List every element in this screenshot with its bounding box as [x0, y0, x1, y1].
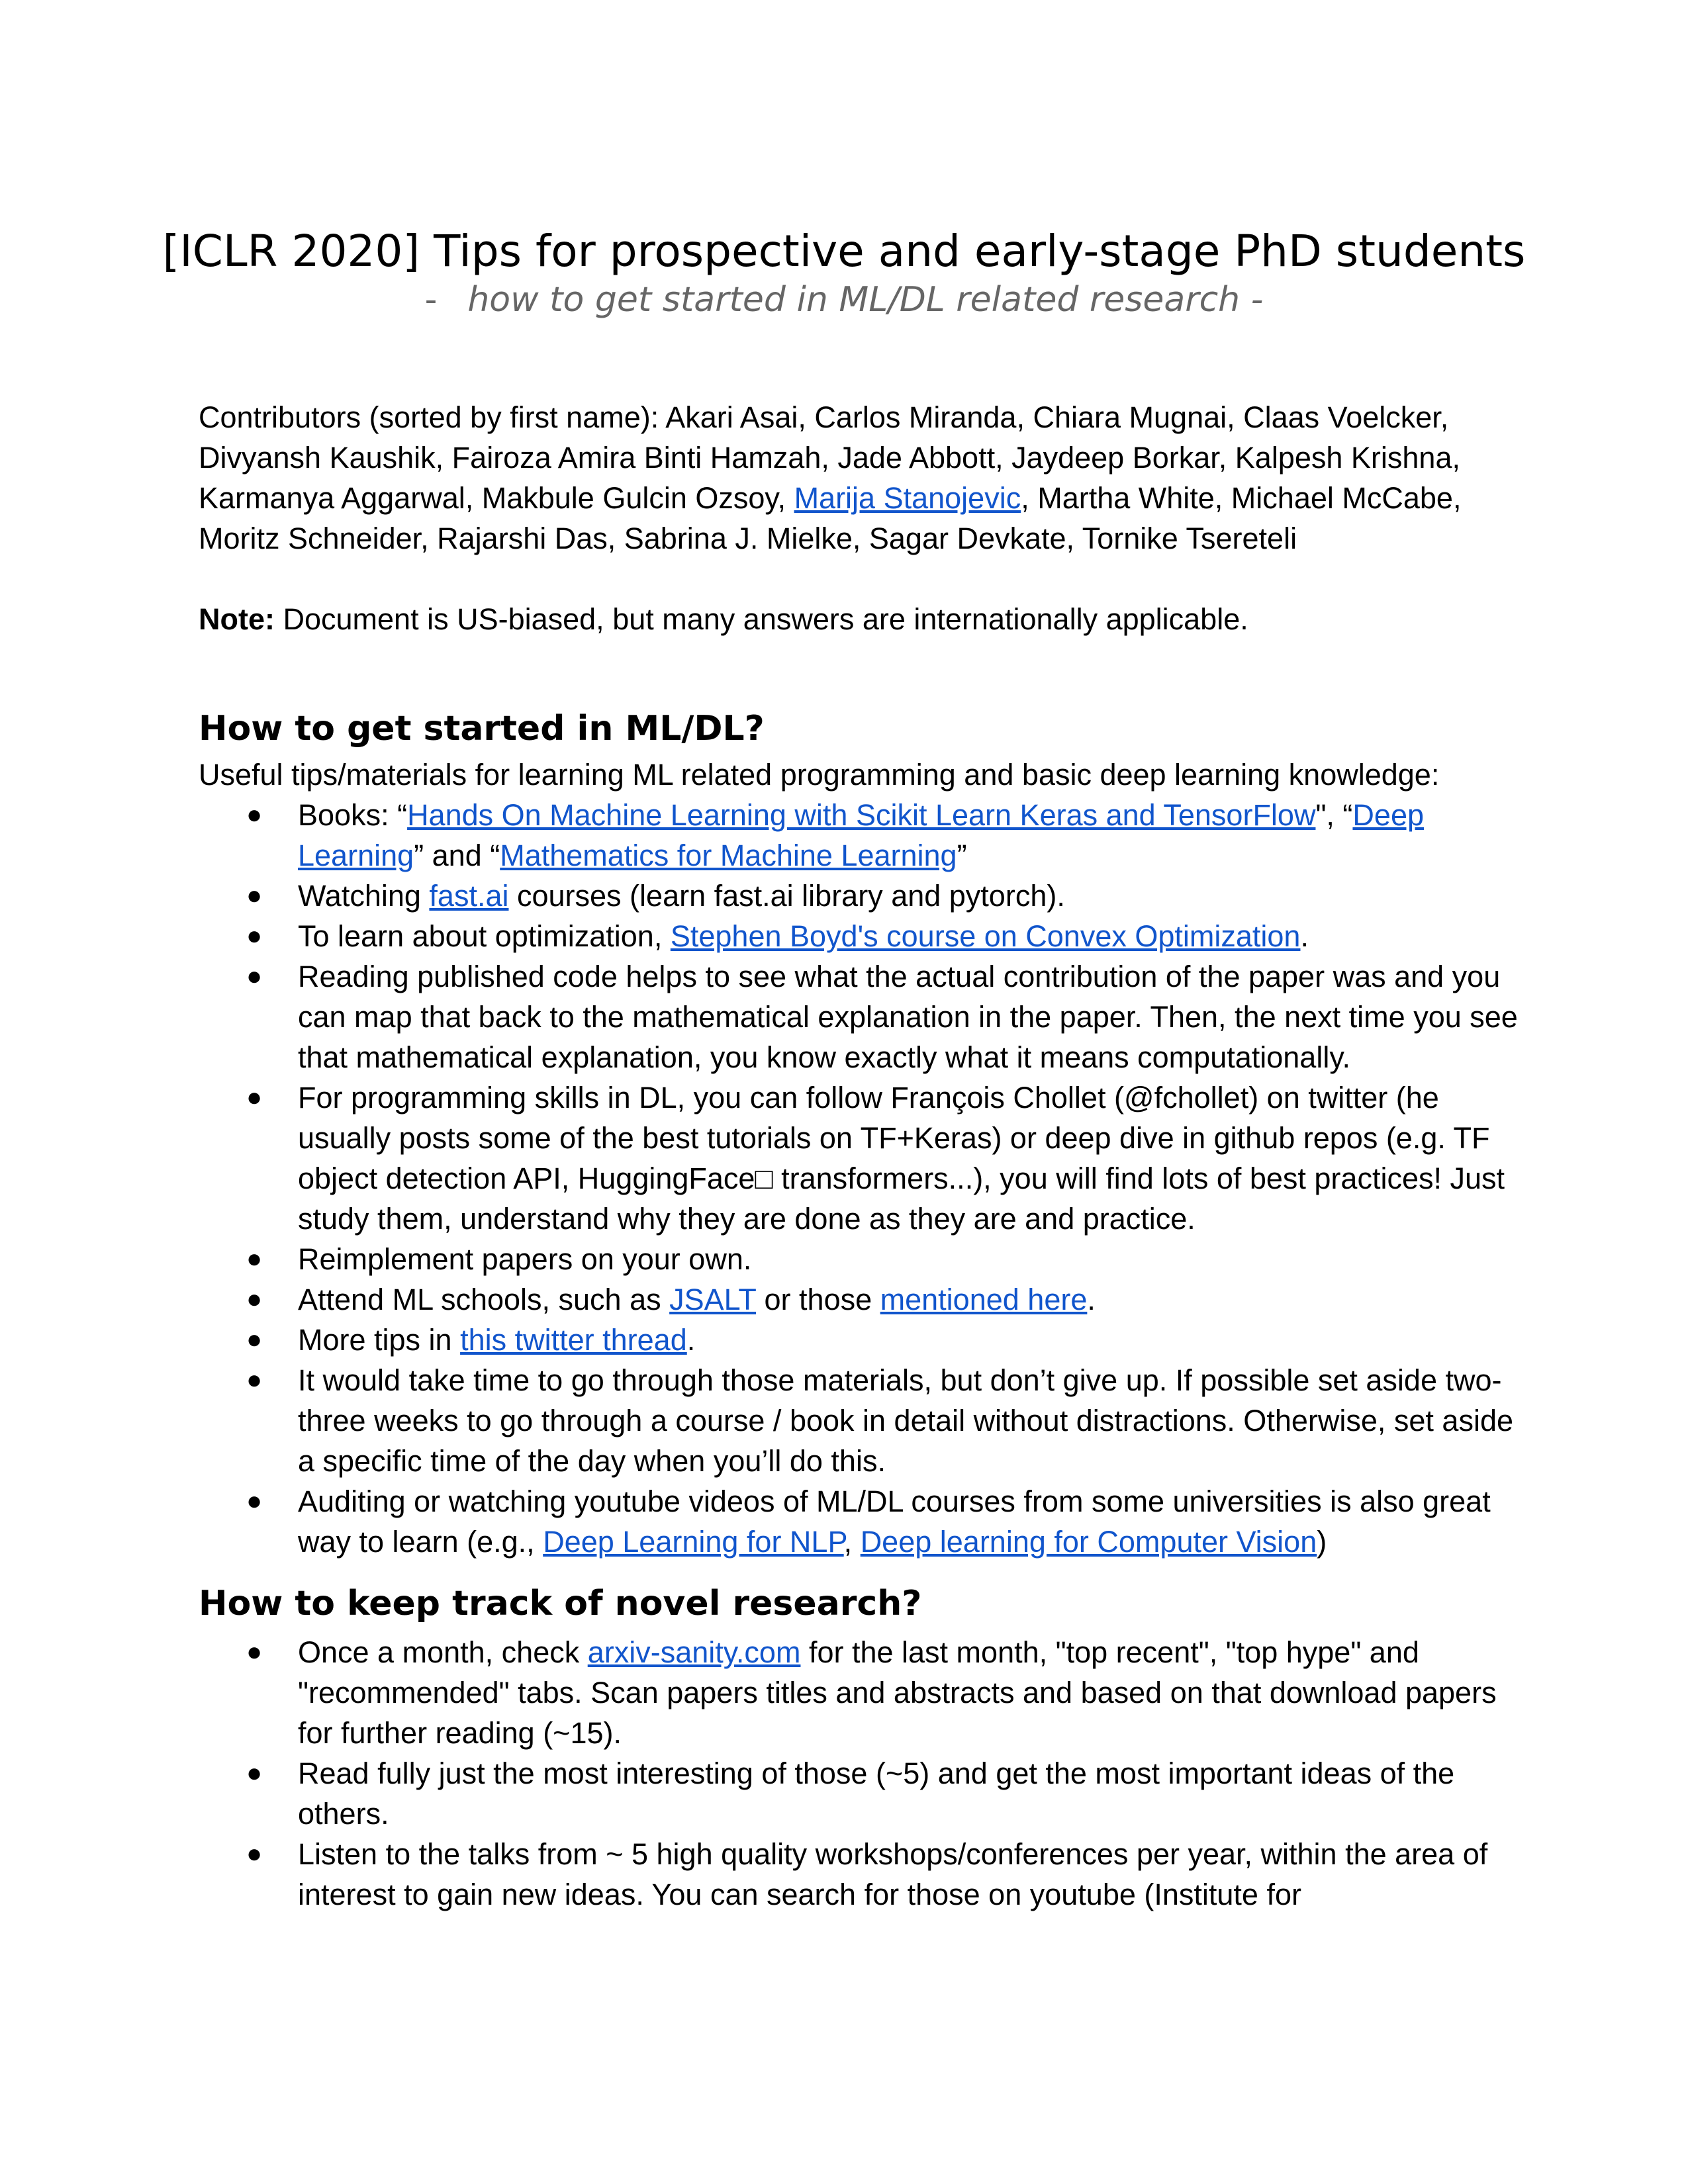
item-text: Listen to the talks from ~ 5 high quality workshops/conferences per year, within the area of interest to gain new ideas. You can search for those on youtube (Institute for	[298, 1837, 1488, 1911]
subtitle-dash: -	[424, 280, 438, 320]
item-text: Reimplement papers on your own.	[298, 1242, 752, 1276]
contributors-paragraph	[199, 397, 1509, 559]
bullet-icon: ●	[246, 1839, 263, 1868]
item-text: .	[1300, 919, 1309, 953]
bullet-icon: ●	[246, 921, 263, 950]
bullet-icon: ●	[246, 1365, 263, 1394]
list-item-programming-skills	[199, 1077, 1529, 1239]
note-label: Note:	[199, 602, 275, 636]
item-text: Watching	[298, 879, 430, 913]
item-text: Once a month, check	[298, 1635, 588, 1669]
list-item-more-tips	[199, 1320, 1529, 1360]
note-text: Document is US-biased, but many answers are internationally applicable.	[274, 602, 1248, 636]
link-arxiv-sanity[interactable]: arxiv-sanity.com	[587, 1635, 801, 1669]
link-twitter-thread[interactable]: this twitter thread	[460, 1323, 687, 1357]
contributors-suffix: , Martha White, Michael McCabe, Moritz Schneider, Rajarshi Das, Sabrina J. Mielke, Sagar Devkate, Tornike Tsereteli	[199, 481, 1462, 555]
bullet-icon: ●	[246, 1758, 263, 1788]
list-item-optimization	[199, 916, 1529, 956]
section-heading-track-research: How to keep track of novel research?	[199, 1584, 922, 1623]
list-item-reimplement	[199, 1239, 1529, 1279]
document-subtitle	[0, 278, 1688, 322]
bullet-icon: ●	[246, 1637, 263, 1666]
note-paragraph	[199, 599, 1509, 639]
contributors-prefix: Contributors (sorted by first name): Akari Asai, Carlos Miranda, Chiara Mugnai, Claas Voelcker, Divyansh Kaushik, Fairoza Amira Binti Hamzah, Jade Abbott, Jaydeep Borkar, Kalpesh Krishna, Karmanya Aggarwal, Makbule Gulcin Ozsoy,	[199, 400, 1460, 515]
item-text: Attend ML schools, such as	[298, 1283, 670, 1316]
bullet-icon: ●	[246, 962, 263, 991]
link-convex-optimization[interactable]: Stephen Boyd's course on Convex Optimization	[670, 919, 1301, 953]
list-item-listen-talks	[199, 1834, 1529, 1915]
item-text: ", “	[1315, 798, 1353, 832]
link-dl-for-nlp[interactable]: Deep Learning for NLP	[543, 1525, 844, 1559]
section-heading-get-started: How to get started in ML/DL?	[199, 709, 765, 749]
bullet-icon: ●	[246, 1486, 263, 1516]
list-item-published-code	[199, 956, 1529, 1077]
getting-started-list	[199, 795, 1529, 1562]
bullet-icon: ●	[246, 1244, 263, 1273]
item-text: For programming skills in DL, you can follow François Chollet (@fchollet) on twitter (he usually posts some of the best tutorials on TF+Keras) or deep dive in github repos (e.g. TF object detection API, HuggingFace□ transformers...), you will find lots of best practices! Just study them, understand why they are done as they are and practice.	[298, 1081, 1505, 1236]
list-item-auditing	[199, 1481, 1529, 1562]
link-fastai[interactable]: fast.ai	[429, 879, 509, 913]
item-text: Reading published code helps to see what the actual contribution of the paper was and you can map that back to the mathematical explanation in the paper. Then, the next time you see that mathematical explanation, you know exactly what it means computationally.	[298, 960, 1518, 1074]
bullet-icon: ●	[246, 881, 263, 910]
contributor-link[interactable]: Marija Stanojevic	[794, 481, 1021, 515]
item-text: for the last month, "top recent", "top hype" and "recommended" tabs. Scan papers titles and abstracts and based on that download papers for further reading (~15).	[298, 1635, 1497, 1750]
item-text: or those	[756, 1283, 880, 1316]
list-item-read-fully	[199, 1753, 1529, 1834]
subtitle-text: how to get started in ML/DL related research -	[467, 280, 1264, 320]
document-title: [ICLR 2020] Tips for prospective and early-stage PhD students	[162, 226, 1526, 277]
list-item-ml-schools	[199, 1279, 1529, 1320]
bullet-icon: ●	[246, 1325, 263, 1354]
link-jsalt[interactable]: JSALT	[669, 1283, 757, 1316]
item-text: Books: “	[298, 798, 408, 832]
bullet-icon: ●	[246, 800, 263, 829]
item-text: .	[1087, 1283, 1096, 1316]
link-mentioned-here[interactable]: mentioned here	[880, 1283, 1088, 1316]
item-text: )	[1317, 1525, 1327, 1559]
item-text: courses (learn fast.ai library and pytorch).	[508, 879, 1065, 913]
item-text: Auditing or watching youtube videos of ML/DL courses from some universities is also great way to learn (e.g.,	[298, 1484, 1491, 1559]
bullet-icon: ●	[246, 1083, 263, 1112]
list-item-take-time	[199, 1360, 1529, 1481]
item-text: It would take time to go through those materials, but don’t give up. If possible set aside two-three weeks to go through a course / book in detail without distractions. Otherwise, set aside a specific time of the day when you’ll do this.	[298, 1363, 1513, 1478]
list-item-arxiv-sanity	[199, 1632, 1529, 1753]
track-research-list	[199, 1632, 1529, 1915]
item-text: .	[686, 1323, 696, 1357]
link-hands-on-ml[interactable]: Hands On Machine Learning with Scikit Learn Keras and TensorFlow	[407, 798, 1316, 832]
item-text: ” and “	[414, 839, 500, 872]
item-text: More tips in	[298, 1323, 461, 1357]
item-text: To learn about optimization,	[298, 919, 671, 953]
bullet-icon: ●	[246, 1285, 263, 1314]
list-item-fastai	[199, 876, 1529, 916]
item-text: ”	[957, 839, 967, 872]
item-text: ,	[843, 1525, 861, 1559]
item-text: Read fully just the most interesting of those (~5) and get the most important ideas of the others.	[298, 1756, 1455, 1831]
link-dl-for-cv[interactable]: Deep learning for Computer Vision	[860, 1525, 1317, 1559]
link-math-for-ml[interactable]: Mathematics for Machine Learning	[500, 839, 957, 872]
section-intro: Useful tips/materials for learning ML related programming and basic deep learning knowledge:	[199, 758, 1440, 792]
link-deep-learning[interactable]: Deep Learning	[298, 798, 1424, 872]
list-item-books	[199, 795, 1529, 876]
